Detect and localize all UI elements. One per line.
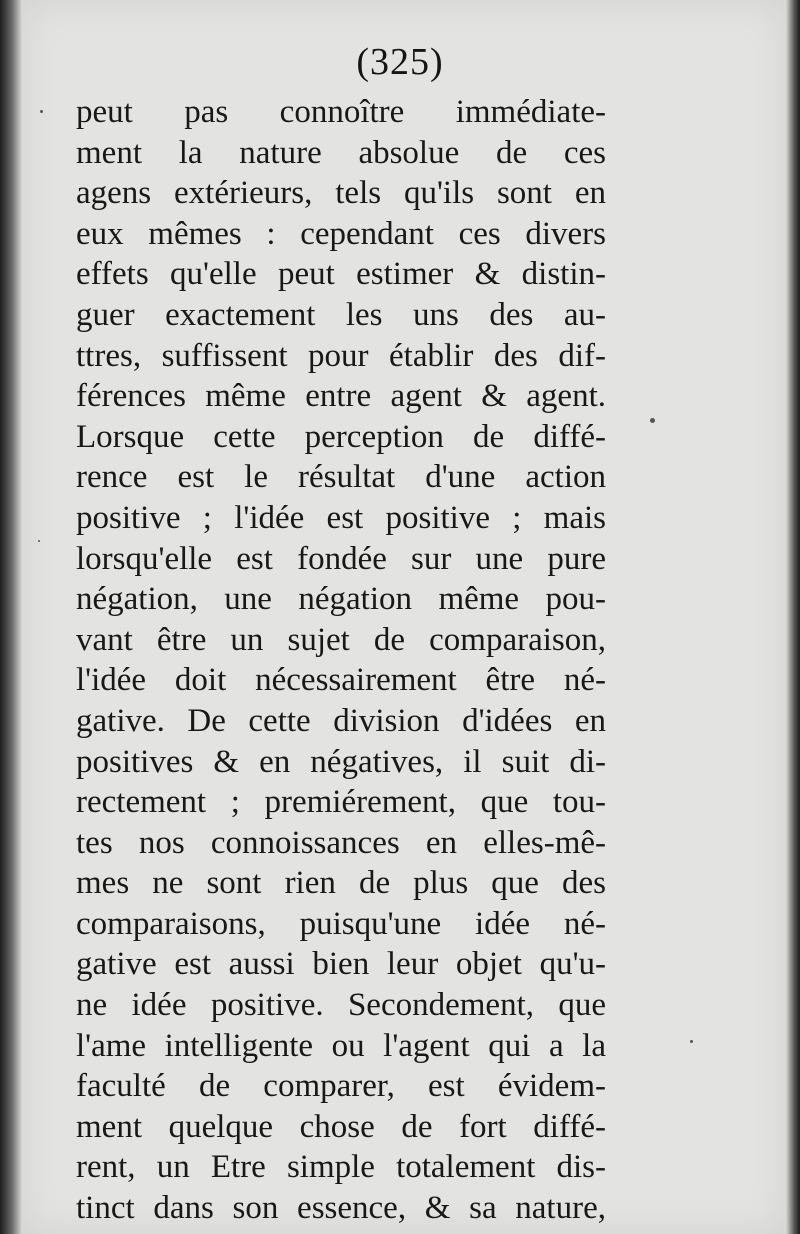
text-line: effets qu'elle peut estimer & distin- (76, 256, 606, 293)
text-line: tinct dans son essence, & sa nature, (76, 1190, 606, 1227)
page-number: (325) (356, 41, 444, 83)
text-line: guer exactement les uns des au- (76, 296, 606, 333)
text-line: agens extérieurs, tels qu'ils sont en (76, 175, 606, 212)
text-line: vant être un sujet de comparaison, (76, 621, 606, 658)
text-line: lorsqu'elle est fondée sur une pure (76, 540, 606, 577)
ink-speck (38, 540, 40, 542)
text-line: rent, un Etre simple totalement dis- (76, 1149, 606, 1186)
text-line: rectement ; premiérement, que tou- (76, 784, 606, 821)
text-line: Lorsque cette perception de diffé- (76, 418, 606, 455)
text-line: tes nos connoissances en elles-mê- (76, 824, 606, 861)
text-line: ment la nature absolue de ces (76, 134, 606, 171)
ink-speck (650, 418, 655, 423)
ink-speck (40, 110, 43, 113)
text-line: eux mêmes : cependant ces divers (76, 215, 606, 252)
text-line: férences même entre agent & agent. (76, 378, 606, 415)
left-page-edge (0, 0, 22, 1234)
body-text (76, 92, 606, 1229)
text-line: mes ne sont rien de plus que des (76, 865, 606, 902)
ink-speck (690, 1040, 693, 1043)
text-line: gative est aussi bien leur objet qu'u- (76, 946, 606, 983)
text-line: ment quelque chose de fort diffé- (76, 1108, 606, 1145)
text-line: peut pas connoître immédiate- (76, 94, 606, 130)
right-page-edge (786, 0, 800, 1234)
text-line: négation, une négation même pou- (76, 581, 606, 618)
text-line: l'idée doit nécessairement être né- (76, 662, 606, 699)
text-line: comparaisons, puisqu'une idée né- (76, 905, 606, 942)
text-line: l'ame intelligente ou l'agent qui a la (76, 1027, 606, 1064)
text-line: gative. De cette division d'idées en (76, 702, 606, 739)
text-line: positives & en négatives, il suit di- (76, 743, 606, 780)
text-line: faculté de comparer, est évidem- (76, 1068, 606, 1105)
text-line: ne idée positive. Secondement, que (76, 987, 606, 1024)
text-line: positive ; l'idée est positive ; mais (76, 499, 606, 536)
text-line: ttres, suffissent pour établir des dif- (76, 337, 606, 374)
text-line: rence est le résultat d'une action (76, 459, 606, 496)
